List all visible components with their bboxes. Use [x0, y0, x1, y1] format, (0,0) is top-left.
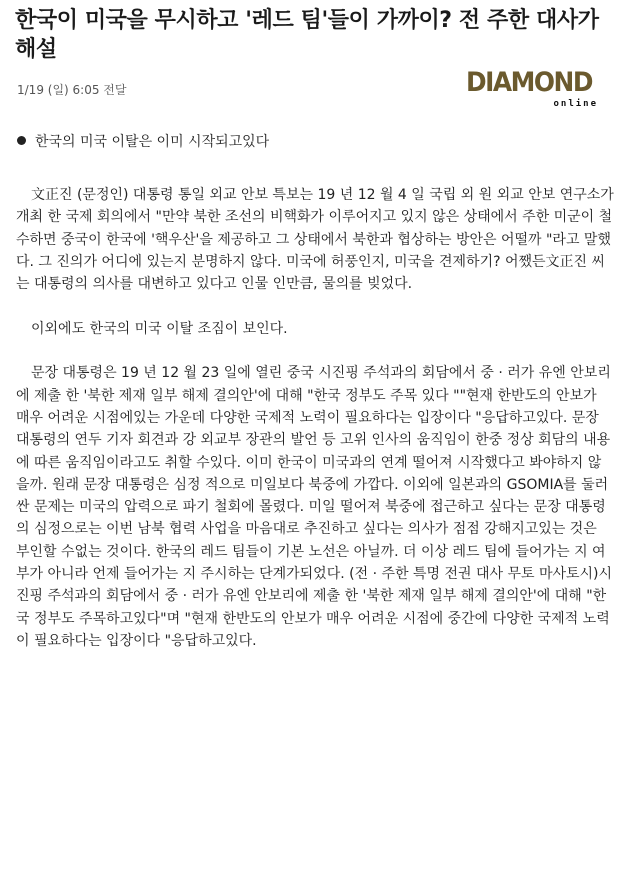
body-paragraph: 이외에도 한국의 미국 이탈 조짐이 보인다.: [31, 320, 288, 337]
body-paragraph: 문장 대통령은 19 년 12 월 23 일에 열린 중국 시진핑 주석과의 회담에서 중 · 러가 유엔 안보리에 제출 한 '북한 제재 일부 해제 결의안'에 대해 "한국 정부도 주목 있다 ""현재 한반도의 안보가 매우 어려운 시점에있는 가운데 다양한 국제적 노력이 필요하다는 입장이다 "응답하고있다. 문장 대통령의 연두 기자 회견과 강 외교부 장관의 발언 등 고위 인사의 움직임이 한중 정상 회담의 내용에 따른 움직임이라고도 취할 수있다. 이미 한국이 미국과의 연계 떨어져 시작했다고 봐야하지 않을까. 원래 문장 대통령은 심정 적으로 미일보다 북중에 가깝다. 이외에 일본과의 GSOMIA를 둘러싼 문제는 미국의 압력으로 파기 철회에 몰렸다. 미일 떨어져 북중에 접근하고 싶다는 문장 대통령의 심정으로는 이번 남북 협력 사업을 마음대로 추진하고 싶다는 의사가 점점 강해지고있는 것은 부인할 수없는 것이다. 한국의 레드 팀들이 기본 노선은 아닐까. 더 이상 레드 팀에 들어가는 지 여부가 아니라 언제 들어가는 지 주시하는 단계가되었다. (전 · 주한 특명 전권 대사 무토 마사토시)시진핑 주석과의 회담에서 중 · 러가 유엔 안보리에 제출 한 '북한 제재 일부 해제 결의안'에 대해 "한국 정부도 주목하고있다"며 "현재 한반도의 안보가 매우 어려운 시점에 중간에 다양한 국제적 노력이 필요하다는 입장이다 "응답하고있다.: [16, 365, 613, 649]
article-title: 한국이 미국을 무시하고 '레드 팀'들이 가까이? 전 주한 대사가 해설: [15, 8, 599, 62]
article-date-source: 1/19 (일) 6:05 전달: [17, 83, 127, 97]
logo-wordmark: DIAMOND: [466, 67, 593, 98]
logo-subtitle: online: [553, 99, 598, 109]
bullet-icon: [17, 136, 26, 145]
section-heading-text: 한국의 미국 이탈은 이미 시작되고있다: [35, 134, 270, 150]
article-body: [16, 184, 614, 652]
body-paragraph: 文正진 (문정인) 대통령 통일 외교 안보 특보는 19 년 12 월 4 일 국립 외 원 외교 안보 연구소가 개최 한 국제 회의에서 "만약 북한 조선의 비핵화가 이루어지고 있지 않은 상태에서 주한 미군이 철수하면 중국이 한국에 '핵우산'을 제공하고 그 상태에서 북한과 협상하는 방안은 어떨까 "라고 말했다. 그 진의가 어디에 있는지 분명하지 않다. 미국에 허풍인지, 미국을 견제하기? 어쨌든文正진 씨는 대통령의 의사를 대변하고 있다고 인물 인만큼, 물의를 빚었다.: [16, 187, 614, 293]
section-heading: [17, 131, 269, 153]
diamond-online-logo[interactable]: [466, 68, 598, 112]
